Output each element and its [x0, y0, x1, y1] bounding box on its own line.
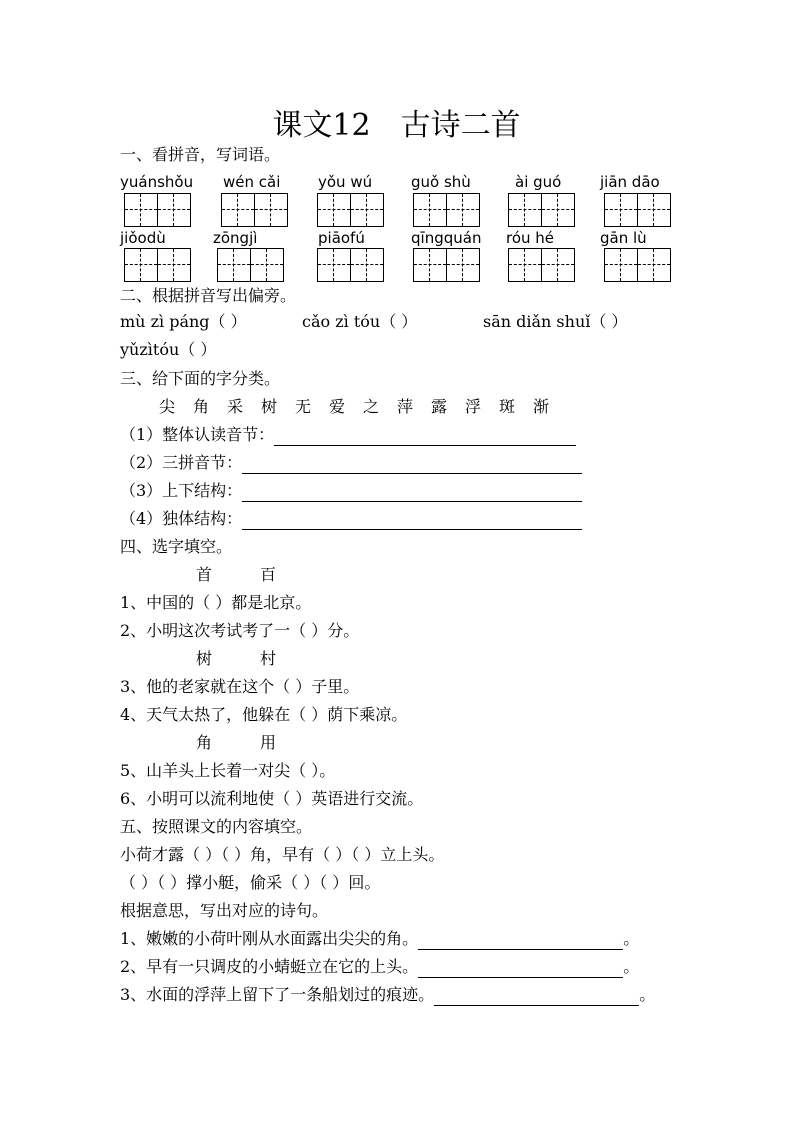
classify-q2 [120, 452, 582, 474]
char: 渐 [532, 397, 549, 416]
char: 爱 [328, 397, 345, 416]
fill-q3: 3、他的老家就在这个（ ）子里。 [120, 677, 360, 696]
pinyin-1-2: wén cǎi [223, 173, 281, 191]
classify-q4 [120, 508, 582, 530]
char: 树 [260, 397, 277, 416]
poem-q2 [120, 956, 639, 978]
poem-q3 [120, 984, 655, 1006]
choice-b-3: 用 [260, 733, 277, 752]
pinyin-2-3: piāofú [318, 229, 365, 247]
section4-heading: 四、选字填空。 [120, 537, 233, 556]
fill-q6: 6、小明可以流利地使（ ）英语进行交流。 [120, 789, 424, 808]
writing-boxes-1-6[interactable] [604, 193, 670, 227]
fill-q4: 4、天气太热了，他躲在（ ）荫下乘凉。 [120, 705, 408, 724]
choice-a-3: 角 [196, 733, 213, 752]
choice-a-1: 首 [196, 565, 213, 584]
lesson-title: 古诗二首 [400, 108, 521, 143]
writing-boxes-1-3[interactable] [317, 193, 383, 227]
radical-q3: sān diǎn shuǐ（ ） [483, 312, 628, 331]
pinyin-1-6: jiān dāo [600, 173, 660, 191]
pinyin-1-4: guǒ shù [411, 173, 471, 191]
pinyin-1-1: yuánshǒu [120, 173, 194, 191]
choice-b-1: 百 [260, 565, 277, 584]
writing-boxes-2-3[interactable] [317, 248, 383, 282]
poem-q1-text: 1、嫩嫩的小荷叶刚从水面露出尖尖的角。 [120, 929, 419, 948]
writing-boxes-2-4[interactable] [413, 248, 479, 282]
poem-fill-1: 小荷才露（ ）（ ）角，早有（ ）（ ）立上头。 [120, 845, 445, 864]
poem-answer-3[interactable] [434, 987, 639, 1006]
writing-boxes-1-1[interactable] [124, 193, 190, 227]
char: 无 [294, 397, 311, 416]
choice-b-2: 村 [260, 649, 277, 668]
poem-answer-2[interactable] [418, 959, 623, 978]
classify-q3 [120, 480, 582, 502]
char: 萍 [396, 397, 413, 416]
section5-heading: 五、按照课文的内容填空。 [120, 817, 313, 836]
writing-boxes-2-6[interactable] [604, 248, 670, 282]
char: 浮 [464, 397, 481, 416]
fill-q2: 2、小明这次考试考了一（ ）分。 [120, 621, 360, 640]
period: 。 [623, 929, 640, 948]
writing-boxes-2-5[interactable] [508, 248, 574, 282]
section2-heading: 二、根据拼音写出偏旁。 [120, 286, 297, 305]
fill-q5: 5、山羊头上长着一对尖（ ）。 [120, 761, 336, 780]
char: 采 [226, 397, 243, 416]
pinyin-2-6: gān lù [600, 229, 647, 247]
answer-line-3[interactable] [242, 483, 582, 502]
classify-q1 [120, 424, 576, 446]
pinyin-1-5: ài guó [515, 173, 562, 191]
classify-q2-label: （2）三拼音节： [120, 453, 243, 472]
char: 尖 [158, 397, 175, 416]
pinyin-2-5: róu hé [506, 229, 555, 247]
writing-boxes-2-1[interactable] [124, 248, 190, 282]
classify-q1-label: （1）整体认读音节： [120, 425, 275, 444]
char: 之 [362, 397, 379, 416]
poem-q1 [120, 928, 639, 950]
answer-line-2[interactable] [242, 455, 582, 474]
page-title [0, 100, 793, 144]
choice-a-2: 树 [196, 649, 213, 668]
poem-q3-text: 3、水面的浮萍上留下了一条船划过的痕迹。 [120, 985, 435, 1004]
pinyin-1-3: yǒu wú [318, 173, 373, 191]
answer-line-4[interactable] [242, 511, 582, 530]
classify-q4-label: （4）独体结构： [120, 509, 243, 528]
section1-heading: 一、看拼音，写词语。 [120, 145, 281, 164]
radical-q1: mù zì páng（ ） [120, 312, 247, 331]
lesson-number: 课文12 [272, 108, 371, 143]
pinyin-2-1: jiǒodù [120, 229, 166, 247]
poem-answer-1[interactable] [418, 931, 623, 950]
char: 斑 [498, 397, 515, 416]
period: 。 [623, 957, 640, 976]
pinyin-2-2: zōngjì [213, 229, 258, 247]
poem-subheading: 根据意思，写出对应的诗句。 [120, 901, 329, 920]
poem-q2-text: 2、早有一只调皮的小蜻蜓立在它的上头。 [120, 957, 419, 976]
fill-q1: 1、中国的（ ）都是北京。 [120, 593, 312, 612]
period: 。 [639, 985, 656, 1004]
character-list [150, 396, 558, 418]
poem-fill-2: （ ）（ ）撑小艇，偷采（ ）（ ）回。 [120, 873, 381, 892]
section3-heading: 三、给下面的字分类。 [120, 369, 281, 388]
radical-q2: cǎo zì tóu（ ） [302, 312, 418, 331]
char: 露 [430, 397, 447, 416]
classify-q3-label: （3）上下结构： [120, 481, 243, 500]
writing-boxes-2-2[interactable] [217, 248, 283, 282]
answer-line-1[interactable] [274, 427, 576, 446]
writing-boxes-1-5[interactable] [508, 193, 574, 227]
char: 角 [192, 397, 209, 416]
radical-q4: yǔzìtóu（ ） [120, 340, 217, 359]
writing-boxes-1-2[interactable] [221, 193, 287, 227]
writing-boxes-1-4[interactable] [413, 193, 479, 227]
pinyin-2-4: qīngquán [411, 229, 482, 247]
